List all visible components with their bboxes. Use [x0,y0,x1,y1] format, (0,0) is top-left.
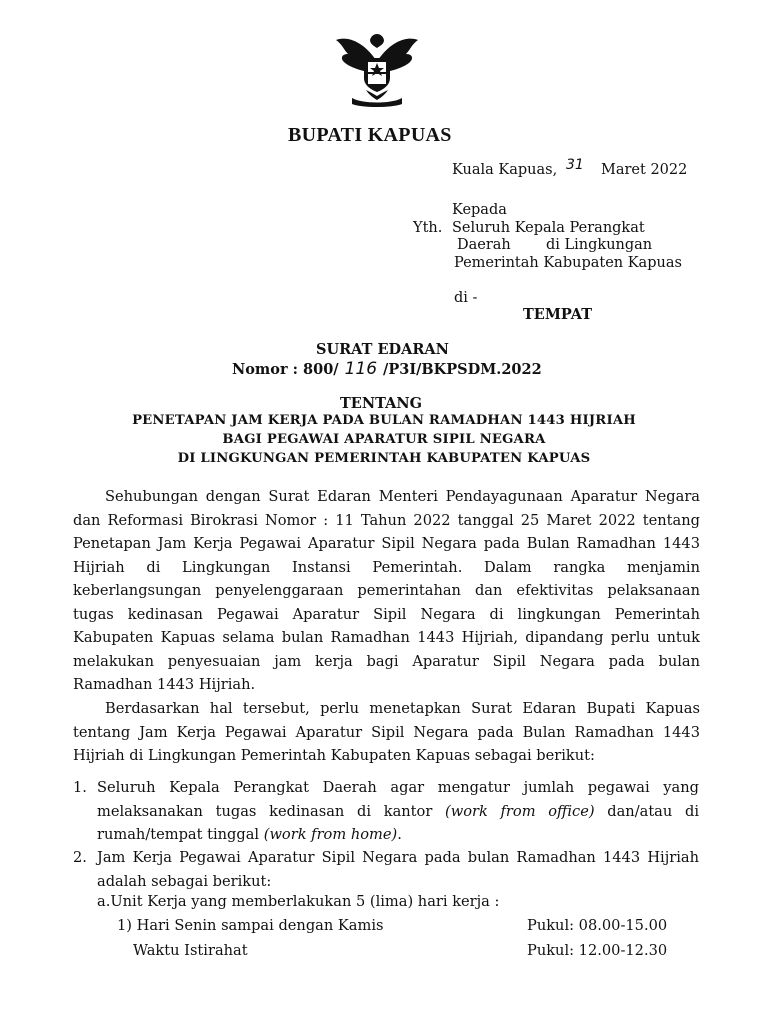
schedule-row2-label: Waktu Istirahat [133,942,248,959]
nomor-suffix: /P3I/BKPSDM.2022 [383,361,542,378]
item1-line3-emphasis: (work from home) [263,826,398,843]
item1-line2-text: melaksanakan tugas kedinasan di kantor [97,802,446,820]
item2-line2: adalah sebagai berikut: [97,872,272,890]
schedule-row1-label: 1) Hari Senin sampai dengan Kamis [117,917,384,934]
p1-line: keberlangsungan penyelenggaraan pemerintahan dan efektivitas pelaksanaan [73,582,700,599]
recipient-line2b: di Lingkungan [546,237,653,253]
subject-block [96,411,672,468]
p1-line: Penetapan Jam Kerja Pegawai Aparatur Sipil Negara pada Bulan Ramadhan 1443 [73,535,700,552]
item1-line3-tail: . [397,826,402,843]
p2-line: Hijriah di Lingkungan Pemerintah Kabupaten Kapuas sebagai berikut: [73,747,595,764]
heading-nomor [232,359,542,379]
p2-line: tentang Jam Kerja Pegawai Aparatur Sipil Negara pada Bulan Ramadhan 1443 [73,723,700,741]
recipient-tempat: TEMPAT [523,306,592,323]
date-month-year: Maret 2022 [601,162,688,178]
p1-line: Kabupaten Kapuas selama bulan Ramadhan 1443 Hijriah, dipandang perlu untuk [73,629,700,646]
paragraph-1 [73,485,700,697]
heading-tentang: TENTANG [340,395,422,412]
p1-line: Hijriah di Lingkungan Instansi Pemerintah. Dalam rangka menjamin [73,558,700,576]
item1-line1: Seluruh Kepala Perangkat Daerah agar mengatur jumlah pegawai yang [97,779,699,796]
subject-line-3: DI LINGKUNGAN PEMERINTAH KABUPATEN KAPUAS [177,451,591,466]
p1-line: Ramadhan 1443 Hijriah. [73,676,256,693]
schedule-row2-time: Pukul: 12.00-12.30 [527,942,668,959]
recipient-line1: Seluruh Kepala Perangkat [452,220,645,236]
date-place: Kuala Kapuas, [452,162,558,178]
list-item-2 [97,846,699,893]
p1-line: dan Reformasi Birokrasi Nomor : 11 Tahun 2022 tanggal 25 Maret 2022 tentang [73,511,700,529]
p1-line: Sehubungan dengan Surat Edaran Menteri Pendayagunaan Aparatur Negara [105,488,700,505]
paragraph-2 [73,697,700,768]
p2-line: Berdasarkan hal tersebut, perlu menetapkan Surat Edaran Bupati Kapuas [105,700,700,717]
item1-line3-text: rumah/tempat tinggal [97,826,264,843]
recipient-di: di - [454,290,478,306]
item1-line3 [97,823,699,847]
recipient-line2a: Daerah [457,237,511,253]
list-item-1 [97,776,699,847]
recipient-line3: Pemerintah Kabupaten Kapuas [454,255,682,271]
subject-line-1: PENETAPAN JAM KERJA PADA BULAN RAMADHAN 1443 HIJRIAH [132,413,636,428]
item1-line2-tail: dan/atau di [594,802,700,820]
recipient-kepada: Kepada [452,202,507,218]
subject-line-2: BAGI PEGAWAI APARATUR SIPIL NEGARA [222,432,546,447]
nomor-handwritten: 116 [344,359,378,379]
nomor-prefix: Nomor : 800/ [232,361,339,378]
item2-line1: Jam Kerja Pegawai Aparatur Sipil Negara pada bulan Ramadhan 1443 Hijriah [97,849,699,866]
letterhead-title: BUPATI KAPUAS [288,124,452,146]
recipient-yth: Yth. [413,220,443,236]
schedule-row1-time: Pukul: 08.00-15.00 [527,917,668,934]
item2-sub-a: a.Unit Kerja yang memberlakukan 5 (lima) hari kerja : [97,893,500,910]
list-item-2-number: 2. [73,849,87,866]
list-item-1-number: 1. [73,779,87,796]
date-day-handwritten: 31 [566,157,584,173]
p1-line: tugas kedinasan Pegawai Aparatur Sipil Negara di lingkungan Pemerintah [73,605,700,623]
p1-line: melakukan penyesuaian jam kerja bagi Aparatur Sipil Negara pada bulan [73,652,700,670]
heading-surat-edaran: SURAT EDARAN [316,341,449,358]
item1-line2 [97,800,699,824]
garuda-emblem [332,30,422,108]
item1-line2-emphasis: (work from office) [445,802,595,820]
